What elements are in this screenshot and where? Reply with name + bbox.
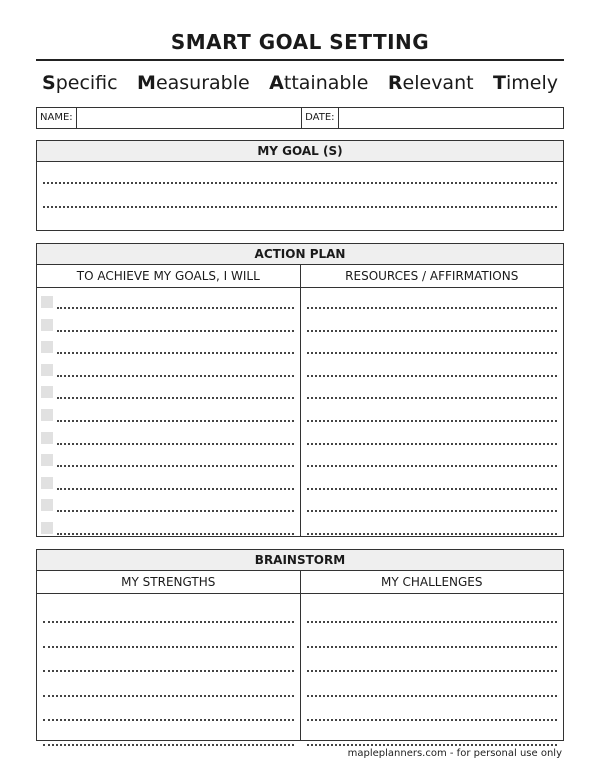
writing-line[interactable] [57,352,294,354]
goal-line[interactable] [43,206,557,208]
writing-line[interactable] [57,307,294,309]
writing-line[interactable] [307,695,558,697]
writing-line[interactable] [57,510,294,512]
brainstorm-heading: BRAINSTORM [37,550,563,571]
writing-line[interactable] [307,510,558,512]
writing-line[interactable] [307,443,558,445]
action-column-heading: TO ACHIEVE MY GOALS, I WILL [37,265,300,288]
goal-line[interactable] [43,182,557,184]
writing-line[interactable] [43,695,294,697]
challenges-column-heading: MY CHALLENGES [301,571,564,594]
goal-section [36,140,564,231]
resources-column [300,265,564,536]
task-checkbox[interactable] [41,341,53,353]
writing-line[interactable] [57,465,294,467]
writing-line[interactable] [307,397,558,399]
action-plan-columns [37,265,563,536]
action-plan-heading: ACTION PLAN [37,244,563,265]
writing-line[interactable] [307,375,558,377]
writing-line[interactable] [307,465,558,467]
writing-line[interactable] [307,621,558,623]
action-plan-section [36,243,564,537]
writing-line[interactable] [57,443,294,445]
writing-line[interactable] [57,375,294,377]
writing-line[interactable] [307,307,558,309]
writing-line[interactable] [57,330,294,332]
task-checkbox[interactable] [41,499,53,511]
smart-acronym-row [42,72,558,94]
page-title: SMART GOAL SETTING [170,30,430,54]
resources-column-heading: RESOURCES / AFFIRMATIONS [301,265,564,288]
writing-line[interactable] [307,719,558,721]
writing-line[interactable] [57,533,294,535]
writing-line[interactable] [57,488,294,490]
smart-attainable: Attainable [269,72,369,94]
goal-heading: MY GOAL (S) [37,141,563,162]
writing-line[interactable] [43,670,294,672]
writing-line[interactable] [307,670,558,672]
strengths-column [37,571,300,740]
action-column [37,265,300,536]
writing-line[interactable] [307,646,558,648]
writing-line[interactable] [43,621,294,623]
writing-line[interactable] [307,352,558,354]
task-checkbox[interactable] [41,296,53,308]
writing-line[interactable] [307,533,558,535]
name-field[interactable] [77,108,302,128]
task-checkbox[interactable] [41,477,53,489]
smart-specific: Specific [42,72,118,94]
writing-line[interactable] [307,744,558,746]
brainstorm-section [36,549,564,741]
task-checkbox[interactable] [41,364,53,376]
strengths-column-heading: MY STRENGTHS [37,571,300,594]
task-checkbox[interactable] [41,522,53,534]
task-checkbox[interactable] [41,409,53,421]
writing-line[interactable] [307,330,558,332]
date-label: DATE: [302,108,338,128]
challenges-column [300,571,564,740]
writing-line[interactable] [57,420,294,422]
name-date-row [36,107,564,129]
task-checkbox[interactable] [41,386,53,398]
task-checkbox[interactable] [41,454,53,466]
brainstorm-columns [37,571,563,740]
writing-line[interactable] [307,420,558,422]
writing-line[interactable] [307,488,558,490]
task-checkbox[interactable] [41,319,53,331]
smart-timely: Timely [493,72,558,94]
smart-measurable: Measurable [137,72,250,94]
footer-note: mapleplanners.com - for personal use only [347,748,562,759]
smart-relevant: Relevant [387,72,474,94]
writing-line[interactable] [43,646,294,648]
writing-line[interactable] [43,719,294,721]
date-field[interactable] [339,108,563,128]
name-label: NAME: [37,108,77,128]
title-underline [36,59,564,61]
task-checkbox[interactable] [41,432,53,444]
writing-line[interactable] [43,744,294,746]
writing-line[interactable] [57,397,294,399]
